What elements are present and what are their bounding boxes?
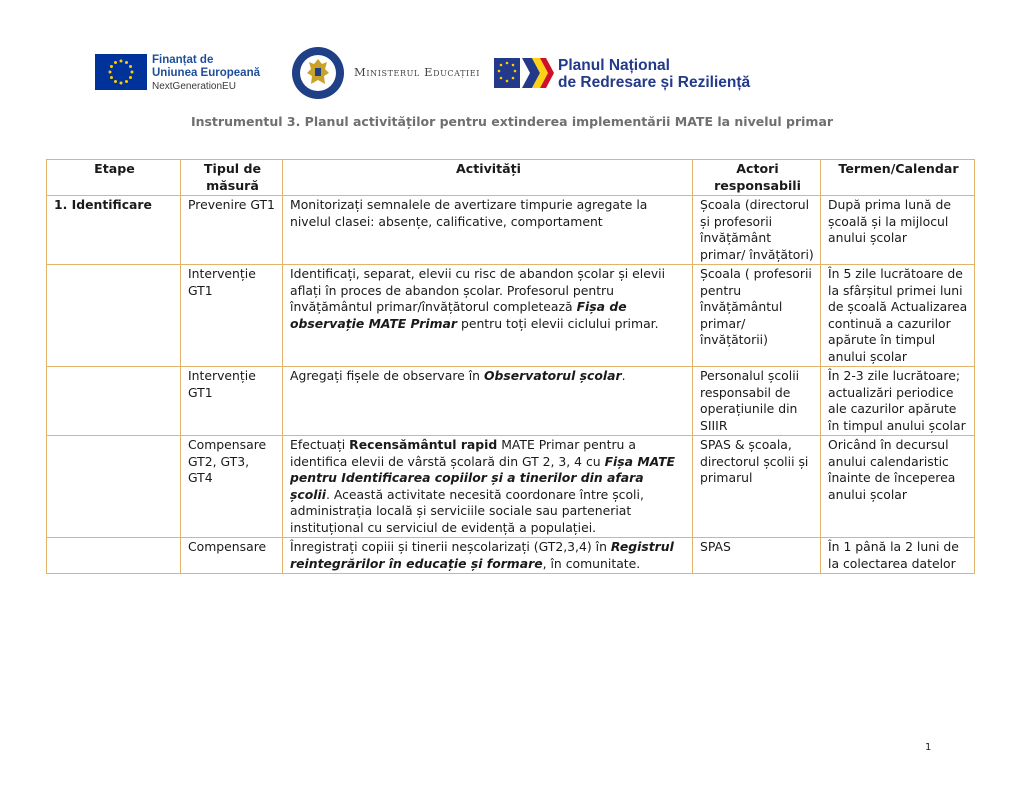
activity-text: Agregați fișele de observare în [290,368,484,383]
pnrr-line2: de Redresare și Reziliență [558,74,751,91]
page-number: 1 [925,742,932,753]
table-row [47,538,975,574]
document-title: Instrumentul 3. Planul activităților pentru extinderea implementării MATE la nivelul primar [190,114,834,129]
eu-star-icon [120,82,123,85]
header-logos [0,44,1024,104]
eu-star-icon [114,61,117,64]
activity-text: Efectuați [290,437,350,452]
cell-etapa [47,538,181,574]
eu-star-icon [131,71,134,74]
cell-actori: Școala ( profesorii pentru învățământul primar/ învățătorii) [693,265,821,367]
activity-text: pentru toți elevii ciclului primar. [457,315,659,331]
eu-text-line2: Uniunea Europeană [152,67,260,79]
eu-star-icon [120,60,123,63]
eu-star-icon [129,76,132,79]
activity-bold: Recensământul rapid [349,437,498,452]
romanian-government-seal-logo [291,46,345,100]
eu-star-icon [110,65,113,68]
cell-termen: După prima lună de școală și la mijlocul anului școlar [821,196,975,265]
eu-star-icon [110,76,113,79]
cell-tip: Compensare [181,538,283,574]
activity-text: MATE Primar pentru a identifica elevii de vârstă școlară din GT 2, 3, 4 cu [290,437,636,469]
cell-actori: SPAS [693,538,821,574]
eu-flag-logo [95,54,147,90]
eu-text-line1: Finanțat de [152,54,214,66]
cell-termen: Oricând în decursul anului calendaristic înainte de începerea anului școlar [821,436,975,538]
cell-activitate [283,265,693,367]
cell-termen: În 5 zile lucrătoare de la sfârșitul primei luni de școală Actualizarea continuă a cazurilor apărute în timpul anului școlar [821,265,975,367]
eu-star-icon [109,71,112,74]
cell-actori: Personalul școlii responsabil de operațiunile din SIIIR [693,367,821,436]
activity-text: Înregistrați copiii și tinerii neșcolarizați (GT2,3,4) în [290,539,611,554]
cell-actori: SPAS & școala, directorul școlii și primarul [693,436,821,538]
cell-termen: În 1 până la 2 luni de la colectarea datelor [821,538,975,574]
activity-emphasis: Fișa MATE pentru Identificarea copiilor și a tinerilor din afara școlii [290,453,676,502]
cell-etapa: 1. Identificare [47,196,181,265]
cell-activitate [283,367,693,436]
cell-actori: Școala (directorul și profesorii învățământ primar/ învățători) [693,196,821,265]
table-row [47,265,975,367]
activity-emphasis: Registrul reintegrărilor în educație și formare [290,539,674,571]
cell-termen: În 2-3 zile lucrătoare; actualizări periodice ale cazurilor apărute în timpul anului școlar [821,367,975,436]
cell-activitate [283,538,693,574]
cell-etapa [47,436,181,538]
pnrr-line1: Planul Național [558,57,670,74]
ministry-name: Ministerul Educației [354,65,480,79]
cell-tip: Intervenție GT1 [181,265,283,367]
cell-etapa [47,265,181,367]
activity-text: , în comunitate. [542,555,641,571]
column-header: Tipul de măsură [181,160,283,196]
column-header: Activități [283,160,693,196]
activity-text: . [621,368,626,383]
eu-star-icon [125,61,128,64]
pnrr-flag-logo [494,56,556,90]
cell-etapa [47,367,181,436]
activity-emphasis: Fișa de observație MATE Primar [290,299,627,331]
activity-emphasis: Observatorul școlar [483,368,622,383]
activity-text: Identificați, separat, elevii cu risc de abandon școlar și elevii aflați în proces de abandon școlar. Profesorul pentru învățământul primar/învățătorul completează [290,266,666,314]
activity-text: Monitorizați semnalele de avertizare timpurie agregate la nivelul clasei: absențe, calificative, comportament [290,197,648,229]
table-header-row [47,160,975,196]
activities-table [46,159,975,574]
cell-activitate [283,196,693,265]
eu-star-icon [129,65,132,68]
table-row [47,436,975,538]
cell-tip: Intervenție GT1 [181,367,283,436]
cell-activitate [283,436,693,538]
eu-star-icon [114,80,117,83]
column-header: Actori responsabili [693,160,821,196]
eu-star-icon [125,80,128,83]
eu-funding-text [152,54,260,93]
table-row [47,196,975,265]
eu-text-line3: NextGenerationEU [152,81,236,92]
table-row [47,367,975,436]
activity-text: . Această activitate necesită coordonare între școli, administrația locală și serviciile sociale sau parteneriat instituțional cu serviciul de evidență a populației. [290,486,644,535]
cell-tip: Prevenire GT1 [181,196,283,265]
column-header: Termen/Calendar [821,160,975,196]
cell-tip: Compensare GT2, GT3, GT4 [181,436,283,538]
pnrr-name [558,57,750,91]
column-header: Etape [47,160,181,196]
